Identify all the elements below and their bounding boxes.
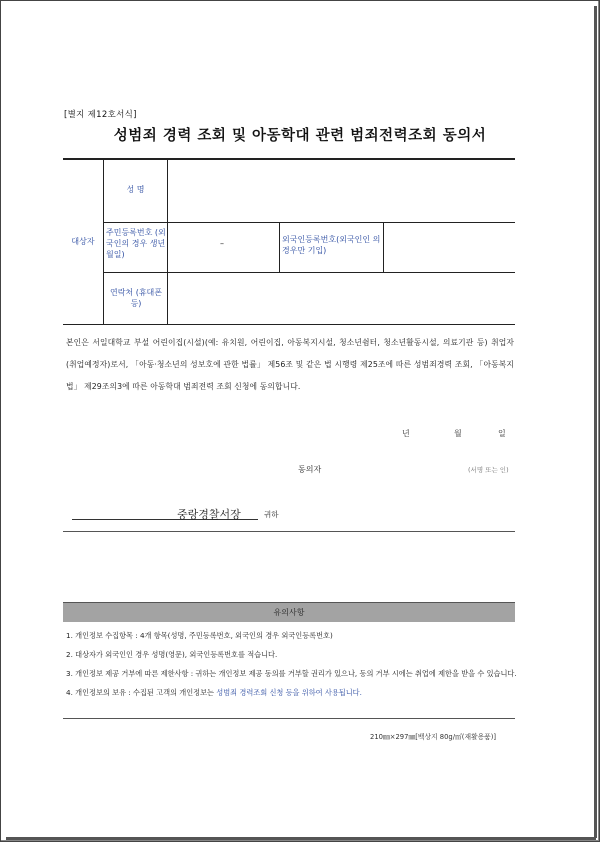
- notice-item-1: 1. 개인정보 수집항목 : 4개 항목(성명, 주민등록번호, 외국인의 경우 외국인등록번호): [66, 631, 333, 640]
- notice-header: 유의사항: [63, 602, 515, 622]
- rrn-dash: –: [220, 239, 224, 248]
- rrn-label: 주민등록번호 (외국인의 경우 생년월일): [106, 228, 166, 259]
- sign-note: (서명 또는 인): [468, 466, 509, 474]
- subject-label: 대상자: [71, 237, 95, 246]
- paper-spec: 210㎜×297㎜[백상지 80g/㎡(재활용품)]: [370, 733, 497, 741]
- recipient-name: 중랑경찰서장: [177, 508, 241, 521]
- col-divider-2: [167, 158, 168, 324]
- col-divider-1: [103, 158, 104, 324]
- notice-bottom-border: [63, 718, 515, 719]
- col-divider-3: [279, 222, 280, 272]
- notice-item-2: 2. 대상자가 외국인인 경우 성명(영문), 외국인등록번호를 적습니다.: [66, 650, 278, 659]
- notice-item-4: [66, 687, 518, 698]
- section-divider: [63, 531, 515, 532]
- consent-statement: 본인은 서일대학교 부설 어린이집(시설)(예: 유치원, 어린이집, 아동복지시설, 청소년쉼터, 청소년활동시설, 의료기관 등) 취업자(취업예정자)로서, 「아동·청소년의 성보호에 관한 법률」 제56조 및 같은 법 시행령 제25조에 따른 성범죄경력 조회, 「아동복지법」 제29조의3에 따른 아동학대 범죄전력 조회 신청에 동의합니다.: [66, 338, 514, 391]
- date-day-label: 일: [498, 429, 506, 438]
- page-shadow-bottom: [6, 837, 596, 840]
- notice-item-4-text: 4. 개인정보의 보유 : 수집된 고객의 개인정보는: [66, 688, 214, 697]
- foreign-id-label: 외국인등록번호(외국인인 의 경우만 기입): [282, 235, 381, 255]
- table-top-border: [63, 158, 515, 160]
- contact-label: 연락처 (휴대폰 등): [109, 288, 163, 308]
- notice-item-4-highlight: 성범죄 경력조회 신청 등을 위하여 사용됩니다.: [216, 688, 362, 697]
- date-year-label: 년: [402, 429, 410, 438]
- table-bottom-border: [63, 324, 515, 325]
- notice-list: [66, 630, 518, 706]
- form-reference: [별지 제12호서식]: [64, 110, 137, 120]
- date-month-label: 월: [454, 429, 462, 438]
- notice-item-3: 3. 개인정보 제공 거부에 따른 제한사항 : 귀하는 개인정보 제공 동의를 거부할 권리가 있으나, 동의 거부 시에는 취업에 제한을 받을 수 있습니다.: [66, 669, 517, 678]
- document-title: 성범죄 경력 조회 및 아동학대 관련 범죄전력조회 동의서: [113, 128, 487, 144]
- row-divider-1: [103, 222, 515, 223]
- row-divider-2: [103, 272, 515, 273]
- name-label: 성 명: [126, 185, 145, 194]
- signer-label: 동의자: [298, 465, 322, 474]
- col-divider-4: [383, 222, 384, 272]
- recipient-suffix: 귀하: [264, 510, 279, 519]
